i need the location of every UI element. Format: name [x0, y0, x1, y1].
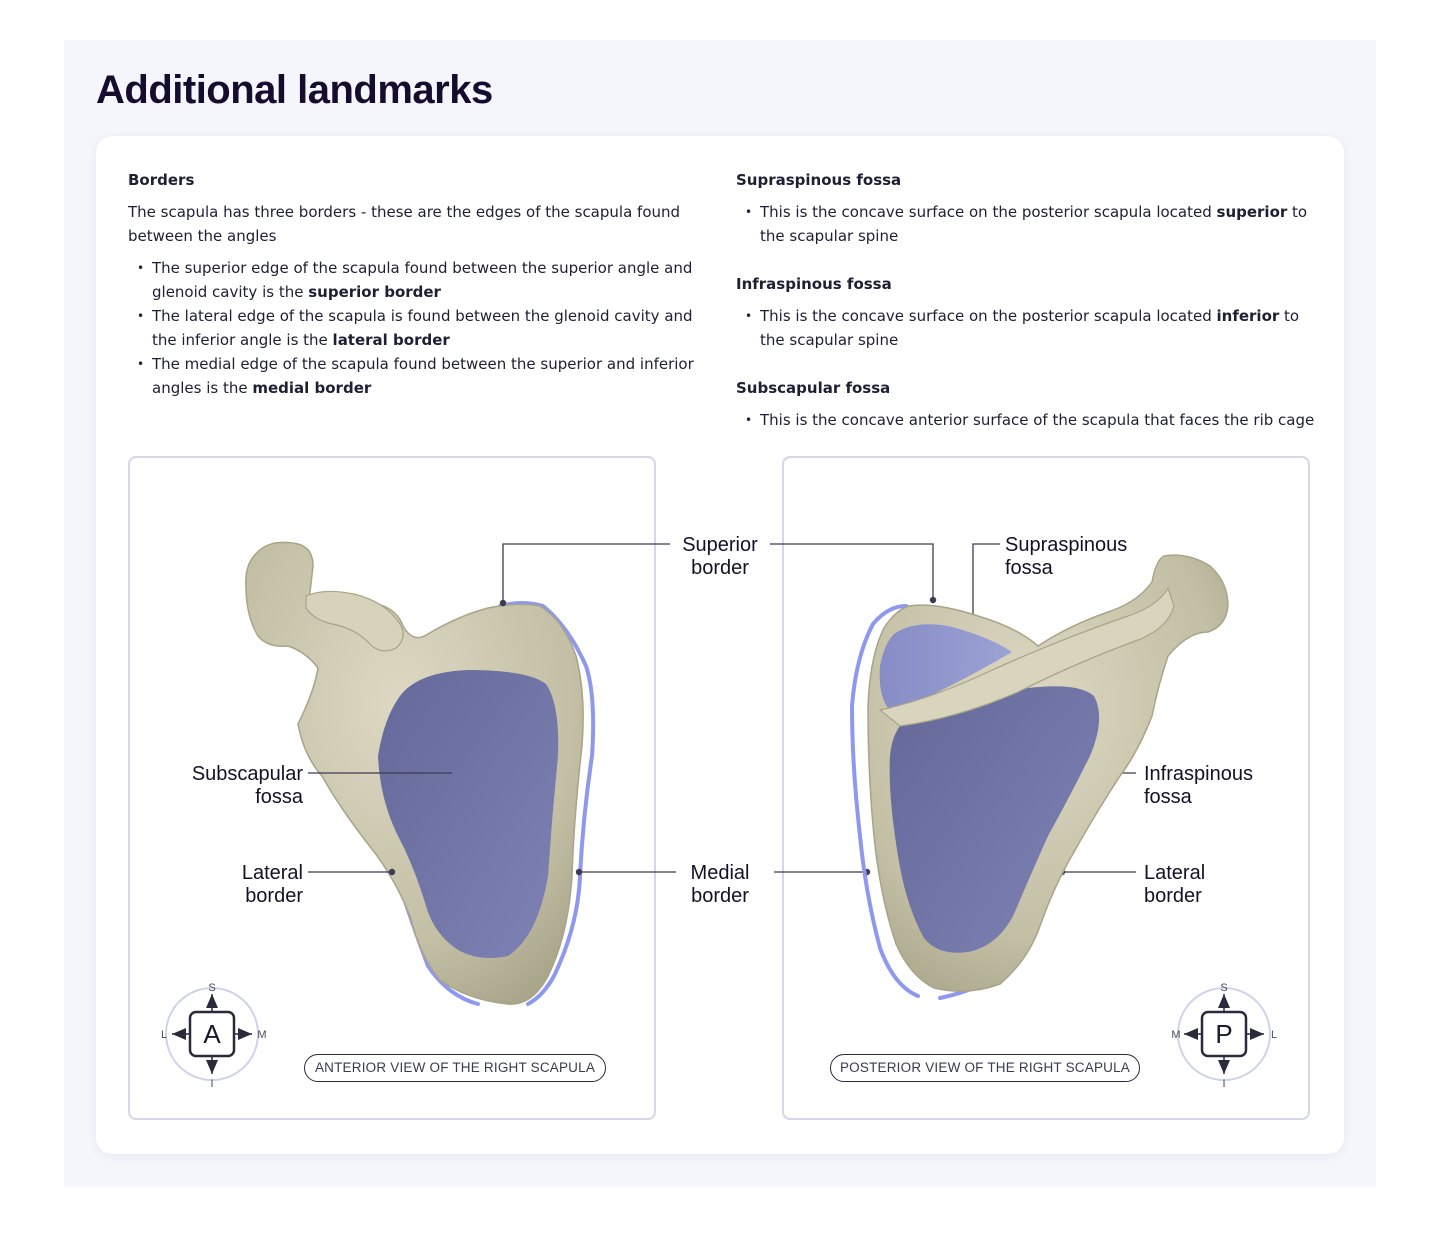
compass-superior: S	[1220, 982, 1228, 994]
supraspinous-heading: Supraspinous fossa	[736, 171, 902, 189]
leader-dot	[500, 600, 506, 606]
compass-anterior	[160, 982, 267, 1090]
compass-posterior-letter: P	[1215, 1019, 1233, 1049]
list-item-bold: superior border	[308, 283, 441, 301]
list-item-bold: inferior	[1216, 307, 1280, 325]
supraspinous-list	[736, 200, 1316, 248]
leader-dot	[930, 597, 936, 603]
list-item-text: The superior edge of the scapula found between the superior angle and glenoid cavity is the	[152, 259, 693, 301]
list-item	[760, 200, 1316, 248]
list-item	[152, 256, 708, 304]
page-title: Additional landmarks	[96, 68, 493, 112]
list-item	[152, 304, 708, 352]
compass-inferior: I	[1222, 1078, 1226, 1090]
list-item	[760, 408, 1316, 432]
subscapular-heading: Subscapular fossa	[736, 379, 891, 397]
list-item	[152, 352, 708, 400]
list-item-text: This is the concave surface on the posterior scapula located	[760, 203, 1217, 221]
label-supraspinous-fossa: Supraspinous fossa	[1005, 534, 1128, 579]
superior-border-leader-right	[770, 544, 933, 600]
label-medial-border: Medial border	[690, 862, 750, 907]
list-item-text: to the scapular spine	[760, 307, 1300, 349]
list-item-text: The lateral edge of the scapula is found between the glenoid cavity and the inferior angle is the	[152, 307, 693, 349]
anterior-view-caption: ANTERIOR VIEW OF THE RIGHT SCAPULA	[304, 1054, 606, 1082]
list-item-text: The medial edge of the scapula found between the superior and inferior angles is the	[152, 355, 694, 397]
list-item-text: This is the concave surface on the posterior scapula located	[760, 307, 1217, 325]
compass-posterior	[1171, 982, 1278, 1090]
borders-heading: Borders	[128, 171, 195, 189]
compass-left: M	[1171, 1029, 1181, 1041]
compass-right: M	[257, 1029, 267, 1041]
leader-dot	[389, 869, 395, 875]
compass-superior: S	[208, 982, 216, 994]
label-infraspinous-fossa: Infraspinous fossa	[1144, 763, 1253, 808]
fossae-section	[736, 168, 1316, 456]
label-superior-border: Superior border	[682, 534, 758, 579]
posterior-view-caption: POSTERIOR VIEW OF THE RIGHT SCAPULA	[830, 1054, 1140, 1082]
leader-dot	[576, 869, 582, 875]
superior-border-leader-left	[503, 544, 670, 602]
compass-right: L	[1270, 1029, 1278, 1041]
borders-list	[128, 256, 708, 400]
scapula-diagram	[128, 456, 1312, 1122]
list-item	[760, 304, 1316, 352]
subscapular-list	[736, 408, 1316, 432]
list-item-bold: lateral border	[332, 331, 450, 349]
compass-anterior-letter: A	[203, 1019, 221, 1049]
infraspinous-heading: Infraspinous fossa	[736, 275, 892, 293]
list-item-text: This is the concave anterior surface of the scapula that faces the rib cage	[760, 411, 1315, 429]
compass-inferior: I	[210, 1078, 214, 1090]
list-item-text: to the scapular spine	[760, 203, 1308, 245]
subscapular-fossa-area	[378, 670, 558, 958]
compass-left: L	[160, 1029, 168, 1041]
label-lateral-border-posterior: Lateral border	[1144, 862, 1206, 907]
label-subscapular-fossa: Subscapular fossa	[191, 763, 303, 808]
label-lateral-border-anterior: Lateral border	[241, 862, 303, 907]
borders-section	[128, 168, 708, 424]
list-item-bold: medial border	[252, 379, 372, 397]
list-item-bold: superior	[1216, 203, 1288, 221]
borders-intro: The scapula has three borders - these are the edges of the scapula found between the angles	[128, 203, 681, 245]
infraspinous-list	[736, 304, 1316, 352]
